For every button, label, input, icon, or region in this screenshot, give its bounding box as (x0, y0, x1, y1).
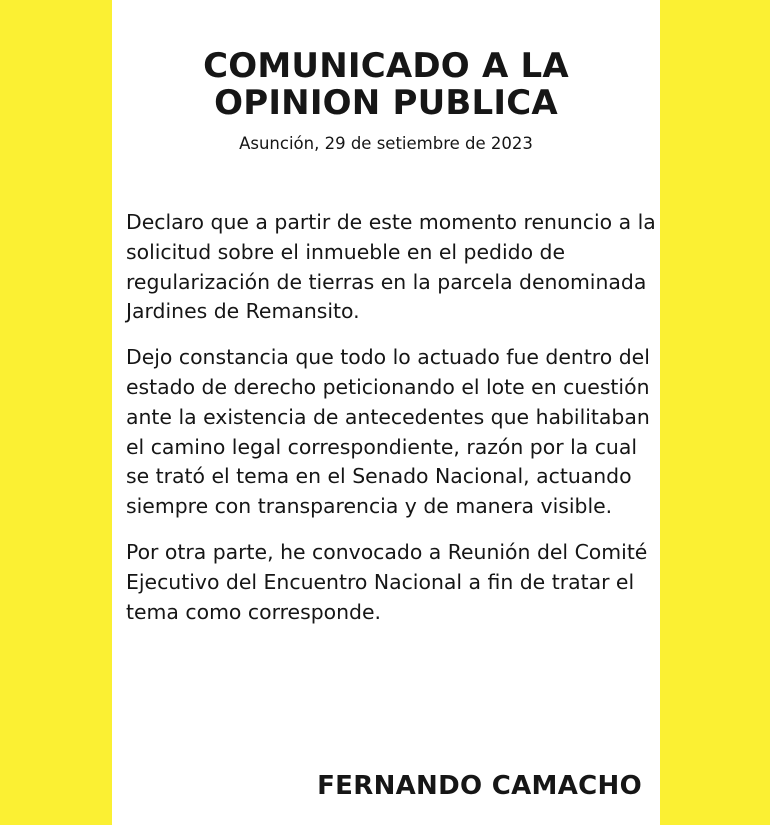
paragraph-1: Declaro que a partir de este momento renuncio a la solicitud sobre el inmueble en el pedido de regularización de tierras en la parcela denominada Jardines de Remansito. (126, 210, 656, 324)
document-title (112, 48, 660, 122)
communique-sheet (112, 0, 660, 825)
document-body (126, 208, 656, 643)
signature: FERNANDO CAMACHO (317, 771, 642, 801)
left-yellow-band (0, 0, 112, 825)
paragraph-2: Dejo constancia que todo lo actuado fue dentro del estado de derecho peticionando el lote en cuestión ante la existencia de antecedentes que habilitaban el camino legal correspondiente, razón por la cual se trató el tema en el Senado Nacional, actuando siempre con transparencia y de manera visible. (126, 345, 650, 519)
title-line-2: OPINION PUBLICA (214, 83, 558, 123)
title-line-1: COMUNICADO A LA (203, 46, 569, 86)
paragraph-3: Por otra parte, he convocado a Reunión del Comité Ejecutivo del Encuentro Nacional a fin de tratar el tema como corresponde. (126, 539, 648, 624)
right-yellow-band (658, 0, 770, 825)
document-date: Asunción, 29 de setiembre de 2023 (239, 134, 533, 153)
